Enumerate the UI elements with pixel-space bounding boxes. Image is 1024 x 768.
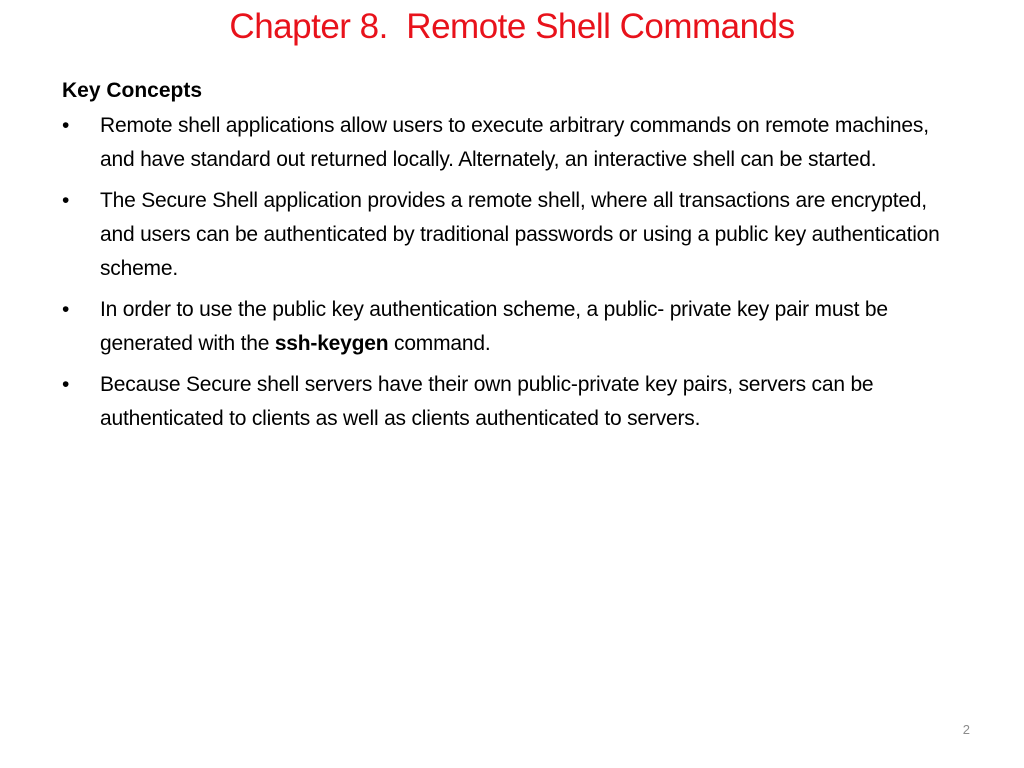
bullet-text bbox=[100, 298, 888, 355]
bullet-text-before: In order to use the public key authentication scheme, a public- private key pair must be generated with the bbox=[100, 298, 888, 355]
bullet-icon: • bbox=[62, 373, 70, 396]
bullet-text-after: command. bbox=[388, 332, 491, 355]
section-heading: Key Concepts bbox=[62, 79, 203, 102]
bullet-icon: • bbox=[62, 189, 70, 212]
bullet-text: Because Secure shell servers have their own public-private key pairs, servers can be authenticated to clients as well as clients authenticated to servers. bbox=[100, 373, 874, 430]
bullet-text: The Secure Shell application provides a remote shell, where all transactions are encrypted, and users can be authenticated by traditional passwords or using a public key authentication scheme. bbox=[100, 189, 940, 280]
bullet-text: Remote shell applications allow users to execute arbitrary commands on remote machines, and have standard out returned locally. Alternately, an interactive shell can be started. bbox=[100, 114, 929, 171]
bullet-item bbox=[62, 184, 962, 286]
page-number: 2 bbox=[962, 722, 970, 737]
bullet-icon: • bbox=[62, 298, 70, 321]
bullet-icon: • bbox=[62, 114, 70, 137]
bullet-item bbox=[62, 293, 962, 361]
slide-content bbox=[62, 75, 962, 443]
bullet-item bbox=[62, 368, 962, 436]
bullet-list bbox=[62, 109, 962, 436]
command-name: ssh-keygen bbox=[274, 332, 389, 355]
slide-title: Chapter 8. Remote Shell Commands bbox=[229, 7, 795, 46]
bullet-item bbox=[62, 109, 962, 177]
